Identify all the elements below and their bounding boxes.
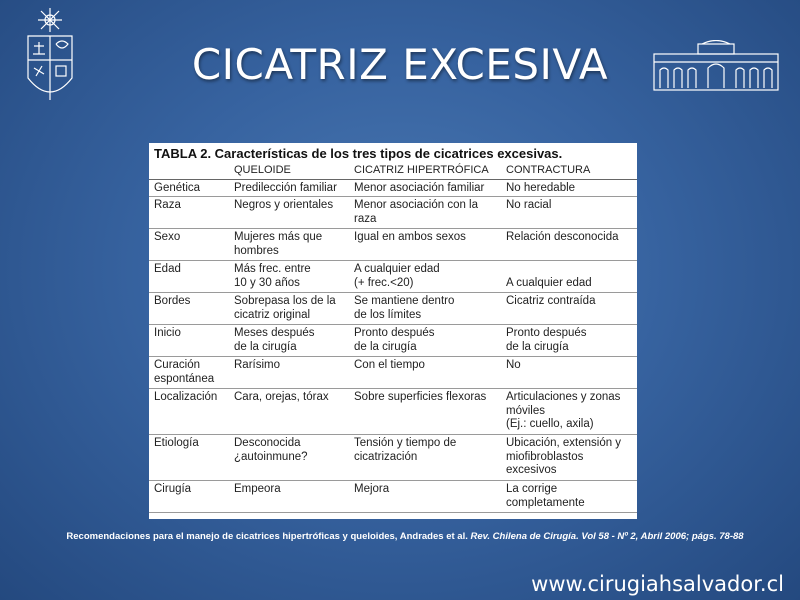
table-cell: Pronto después de la cirugía	[349, 325, 501, 357]
table-cell: Meses después de la cirugía	[229, 325, 349, 357]
table-cell: Predilección familiar	[229, 180, 349, 197]
table-row	[149, 481, 637, 513]
table-cell: Pronto después de la cirugía	[501, 325, 637, 357]
table-cell: Sobre superficies flexoras	[349, 389, 501, 435]
row-label: Sexo	[149, 229, 229, 261]
table-cell: Menor asociación familiar	[349, 180, 501, 197]
table-cell: Empeora	[229, 481, 349, 513]
table-row	[149, 357, 637, 389]
row-label: Cirugía	[149, 481, 229, 513]
row-label: Edad	[149, 261, 229, 293]
hospital-building-icon	[652, 40, 780, 92]
table-row	[149, 197, 637, 229]
table-cell: Se mantiene dentro de los límites	[349, 293, 501, 325]
table-cell: Con el tiempo	[349, 357, 501, 389]
table-row	[149, 180, 637, 197]
table-row	[149, 435, 637, 481]
header-contractura: CONTRACTURA	[501, 162, 637, 180]
slide-title: CICATRIZ EXCESIVA	[191, 40, 609, 89]
table-cell: Menor asociación con la raza	[349, 197, 501, 229]
table-cell: A cualquier edad	[501, 261, 637, 293]
row-label: Curación espontánea	[149, 357, 229, 389]
row-label: Etiología	[149, 435, 229, 481]
table-header-row	[149, 162, 637, 180]
table-cell: Sobrepasa los de la cicatriz original	[229, 293, 349, 325]
table-row	[149, 261, 637, 293]
table-cell: Más frec. entre 10 y 30 años	[229, 261, 349, 293]
table-cell: Cara, orejas, tórax	[229, 389, 349, 435]
table-cell: Rarísimo	[229, 357, 349, 389]
table-cell: Cicatriz contraída	[501, 293, 637, 325]
citation-text	[60, 530, 750, 544]
header-cell-empty	[149, 162, 229, 180]
citation-plain: Recomendaciones para el manejo de cicatrices hipertróficas y queloides, Andrades et al.	[66, 531, 468, 542]
table-cell: A cualquier edad (+ frec.<20)	[349, 261, 501, 293]
header-cicatriz-hipertrofica: CICATRIZ HIPERTRÓFICA	[349, 162, 501, 180]
row-label: Genética	[149, 180, 229, 197]
table-row	[149, 293, 637, 325]
table-row	[149, 389, 637, 435]
table-cell: Desconocida ¿autoinmune?	[229, 435, 349, 481]
table-row	[149, 325, 637, 357]
row-label: Bordes	[149, 293, 229, 325]
table-cell: Igual en ambos sexos	[349, 229, 501, 261]
table-cell: La corrige completamente	[501, 481, 637, 513]
row-label: Raza	[149, 197, 229, 229]
website-url: www.cirugiahsalvador.cl	[531, 572, 784, 596]
row-label: Inicio	[149, 325, 229, 357]
table-cell: Relación desconocida	[501, 229, 637, 261]
characteristics-table-panel	[149, 143, 637, 519]
table-cell: No racial	[501, 197, 637, 229]
table-cell: No	[501, 357, 637, 389]
table-cell: Mujeres más que hombres	[229, 229, 349, 261]
table-cell: Mejora	[349, 481, 501, 513]
table-row	[149, 229, 637, 261]
table-cell: Articulaciones y zonas móviles (Ej.: cuello, axila)	[501, 389, 637, 435]
table-cell: Tensión y tiempo de cicatrización	[349, 435, 501, 481]
row-label: Localización	[149, 389, 229, 435]
table-cell: No heredable	[501, 180, 637, 197]
citation-journal: Rev. Chilena de Cirugía. Vol 58 - Nº 2, Abril 2006; págs. 78-88	[470, 531, 744, 542]
table-cell: Ubicación, extensión y miofibroblastos excesivos	[501, 435, 637, 481]
table-cell: Negros y orientales	[229, 197, 349, 229]
table-caption: TABLA 2. Características de los tres tipos de cicatrices excesivas.	[154, 146, 563, 161]
characteristics-table	[149, 162, 637, 513]
header-queloide: QUELOIDE	[229, 162, 349, 180]
